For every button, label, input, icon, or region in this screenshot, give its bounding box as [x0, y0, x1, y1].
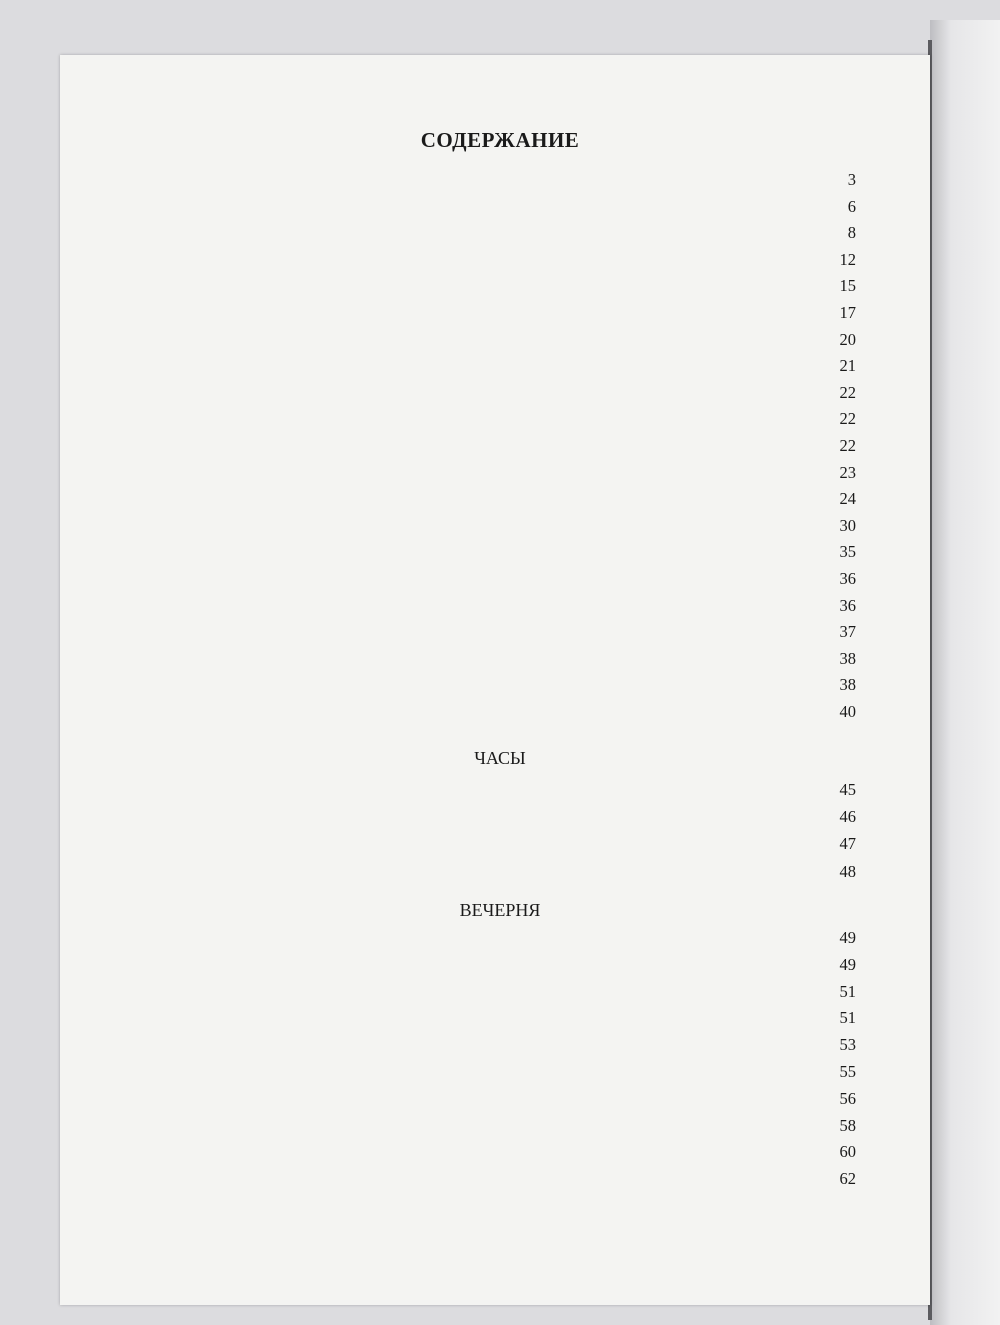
toc-entry	[148, 1033, 856, 1057]
toc-entry	[148, 434, 856, 458]
toc-entry	[148, 195, 856, 219]
toc-entry	[148, 487, 856, 511]
toc-entry	[148, 1060, 856, 1084]
toc-entry-page-number: 15	[839, 276, 856, 295]
toc-entry-page-number: 37	[839, 622, 856, 641]
toc-entry-page-number: 35	[839, 542, 856, 561]
toc-entry-page-number: 53	[839, 1035, 856, 1054]
toc-entry-page-number: 12	[839, 250, 856, 269]
toc-entry	[148, 274, 856, 298]
section-heading-vespers: ВЕЧЕРНЯ	[459, 900, 541, 920]
toc-entry	[148, 567, 856, 591]
toc-entry-page-number: 56	[839, 1089, 856, 1108]
toc-entry	[148, 301, 856, 325]
toc-entry-page-number: 47	[839, 834, 856, 853]
toc-entry	[148, 926, 856, 950]
toc-entry	[148, 1140, 856, 1164]
toc-entry	[148, 1006, 856, 1030]
toc-entry-page-number: 24	[839, 489, 856, 508]
toc-entry-page-number: 3	[847, 170, 856, 189]
toc-entry	[148, 620, 856, 644]
toc-entry	[148, 860, 856, 884]
toc-entry-page-number: 40	[839, 702, 856, 721]
page-title: СОДЕРЖАНИЕ	[420, 128, 580, 152]
toc-entry	[148, 461, 856, 485]
toc-entry	[148, 540, 856, 564]
toc-entry	[148, 673, 856, 697]
toc-entry-page-number: 55	[839, 1062, 856, 1081]
toc-entry-page-number: 23	[839, 463, 856, 482]
toc-entry-page-number: 22	[839, 383, 856, 402]
toc-entry	[148, 700, 856, 724]
toc-entry	[148, 953, 856, 977]
toc-entry	[148, 381, 856, 405]
toc-entry	[148, 354, 856, 378]
toc-entry	[148, 1114, 856, 1138]
toc-entry	[148, 805, 856, 829]
toc-entry	[148, 647, 856, 671]
toc-entry-page-number: 17	[839, 303, 856, 322]
toc-entry-page-number: 38	[839, 649, 856, 668]
toc-entry-page-number: 21	[839, 356, 856, 375]
toc-entry	[148, 221, 856, 245]
toc-entry-page-number: 36	[839, 596, 856, 615]
toc-entry	[148, 1167, 856, 1191]
toc-entry-page-number: 48	[839, 862, 856, 881]
toc-entry	[148, 248, 856, 272]
toc-entry-page-number: 51	[839, 982, 856, 1001]
next-page-edge	[930, 20, 1000, 1325]
toc-entry-page-number: 36	[839, 569, 856, 588]
toc-entry-page-number: 45	[839, 780, 856, 799]
toc-entry-page-number: 30	[839, 516, 856, 535]
toc-entry	[148, 407, 856, 431]
toc-entry-page-number: 22	[839, 409, 856, 428]
toc-entry-page-number: 8	[847, 223, 856, 242]
toc-entry-page-number: 60	[839, 1142, 856, 1161]
toc-entry	[148, 168, 856, 192]
toc-entry	[148, 1087, 856, 1111]
toc-entry-page-number: 51	[839, 1008, 856, 1027]
toc-entry	[148, 778, 856, 802]
toc-entry	[148, 514, 856, 538]
toc-entry-page-number: 6	[847, 197, 856, 216]
toc-entry-page-number: 62	[839, 1169, 856, 1188]
toc-entry-page-number: 22	[839, 436, 856, 455]
toc-entry	[148, 328, 856, 352]
toc-entry-page-number: 38	[839, 675, 856, 694]
toc-entry	[148, 980, 856, 1004]
toc-entry-page-number: 46	[839, 807, 856, 826]
toc-entry-page-number: 58	[839, 1116, 856, 1135]
toc-entry	[148, 594, 856, 618]
section-heading-hours: ЧАСЫ	[474, 748, 526, 768]
toc-entry-page-number: 49	[839, 928, 856, 947]
toc-entry	[148, 832, 856, 856]
toc-entry-page-number: 20	[839, 330, 856, 349]
toc-entry-page-number: 49	[839, 955, 856, 974]
